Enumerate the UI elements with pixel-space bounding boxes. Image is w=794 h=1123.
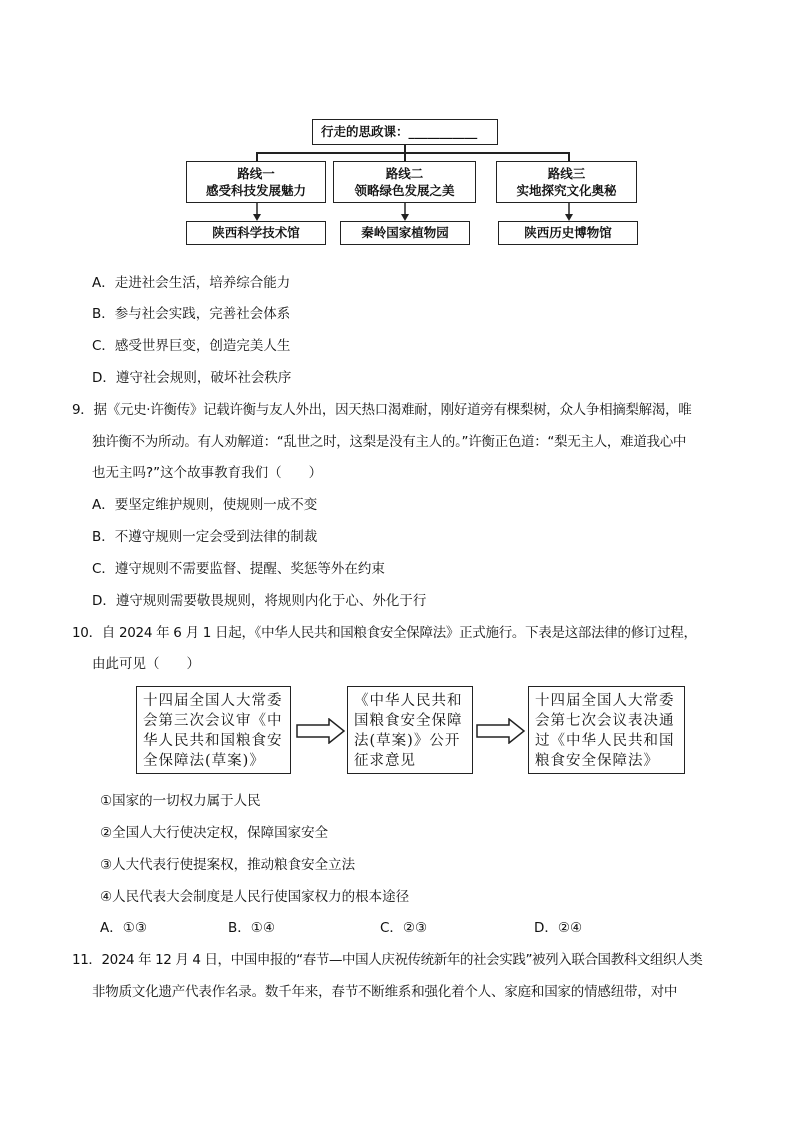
q10-option-b: B．①④ [228,920,275,936]
q10-stem-line-1: 10．自 2024 年 6 月 1 日起，《中华人民共和国粮食安全保障法》正式施行。下表是这部法律的修订过程， [72,625,697,641]
q10-statement-2: ②全国人大行使决定权，保障国家安全 [100,825,329,841]
destination-box-3 [498,221,638,245]
route-1-subtitle: 感受科技发展魅力 [205,183,306,198]
q8-option-d: D．遵守社会规则，破坏社会秩序 [92,370,292,386]
flow-1-line-4: 全保障法(草案)》 [143,753,265,769]
route-3-title: 路线三 [547,166,586,181]
route-2-title: 路线二 [385,166,424,181]
route-box-3 [496,161,637,203]
flow-3-line-1: 十四届全国人大常委 [535,693,675,709]
connector-left [256,152,258,161]
down-arrow-2 [398,203,412,221]
diagram-header-text: 行走的思政课：___________ [321,124,478,139]
destination-2: 秦岭国家植物园 [361,225,449,240]
q9-option-d: D．遵守规则需要敬畏规则，将规则内化于心、外化于行 [92,593,427,609]
q9-stem-line-3: 也无主吗?”这个故事教育我们（ ） [92,465,323,481]
q9-option-b: B．不遵守规则一定会受到法律的制裁 [92,529,318,545]
q9-option-c: C．遵守规则不需要监督、提醒、奖惩等外在约束 [92,561,385,577]
diagram-header-box [312,119,498,145]
q11-stem-line-1: 11．2024 年 12 月 4 日，中国申报的“春节—中国人庆祝传统新年的社会实践”被列入联合国教科文组织人类 [72,952,703,968]
q9-option-a: A．要坚定维护规则，使规则一成不变 [92,497,318,513]
destination-3: 陕西历史博物馆 [524,225,612,240]
route-2-subtitle: 领略绿色发展之美 [354,183,455,198]
route-1-title: 路线一 [237,166,275,181]
flow-2-line-4: 征求意见 [354,753,416,769]
flow-3-line-4: 粮食安全保障法》 [535,753,659,769]
q10-stem-line-2: 由此可见（ ） [92,656,200,672]
down-arrow-1 [250,203,264,221]
flow-box-3 [528,686,685,774]
q11-stem-line-2: 非物质文化遗产代表作名录。数千年来，春节不断维系和强化着个人、家庭和国家的情感纽带，对中 [92,984,678,1000]
flow-2-line-3: 法(草案)》公开 [354,733,461,749]
flow-3-line-2: 会第七次会议表决通 [535,713,675,729]
route-3-subtitle: 实地探究文化奥秘 [516,183,617,198]
q10-statement-1: ①国家的一切权力属于人民 [100,793,261,809]
q10-option-d: D．②④ [534,920,583,936]
q8-option-c: C．感受世界巨变，创造完美人生 [92,338,291,354]
q10-statement-3: ③人大代表行使提案权，推动粮食安全立法 [100,857,356,873]
destination-box-2 [340,221,470,245]
flow-3-line-3: 过《中华人民共和国 [535,733,675,749]
flow-1-line-1: 十四届全国人大常委 [143,693,283,709]
connector-middle [404,152,406,161]
down-arrow-3 [562,203,576,221]
q10-option-a: A．①③ [100,920,147,936]
flow-2-line-2: 国粮食安全保障 [354,713,463,729]
q8-option-b: B．参与社会实践，完善社会体系 [92,306,291,322]
route-box-1 [186,161,326,203]
q10-option-c: C．②③ [380,920,428,936]
destination-box-1 [186,221,326,245]
destination-1: 陕西科学技术馆 [212,225,300,240]
flow-1-line-2: 会第三次会议审《中 [143,713,283,729]
flow-1-line-3: 华人民共和国粮食安 [143,733,283,749]
flow-arrow-1 [296,718,346,744]
q9-stem-line-1: 9．据《元史·许衡传》记载许衡与友人外出，因天热口渴难耐，刚好道旁有棵梨树，众人争相摘梨解渴，唯 [72,402,692,418]
connector-horizontal [256,152,569,154]
q10-statement-4: ④人民代表大会制度是人民行使国家权力的根本途径 [100,889,410,905]
flow-arrow-2 [476,718,526,744]
route-box-2 [333,161,476,203]
connector-vertical-main [404,145,406,152]
connector-right [568,152,570,161]
q9-stem-line-2: 独许衡不为所动。有人劝解道：“乱世之时，这梨是没有主人的。”许衡正色道：“梨无主人，难道我心中 [92,434,687,450]
flow-2-line-1: 《中华人民共和 [354,693,463,709]
q8-option-a: A．走进社会生活，培养综合能力 [92,275,291,291]
flow-box-1 [136,686,291,774]
flow-box-2 [347,686,473,774]
